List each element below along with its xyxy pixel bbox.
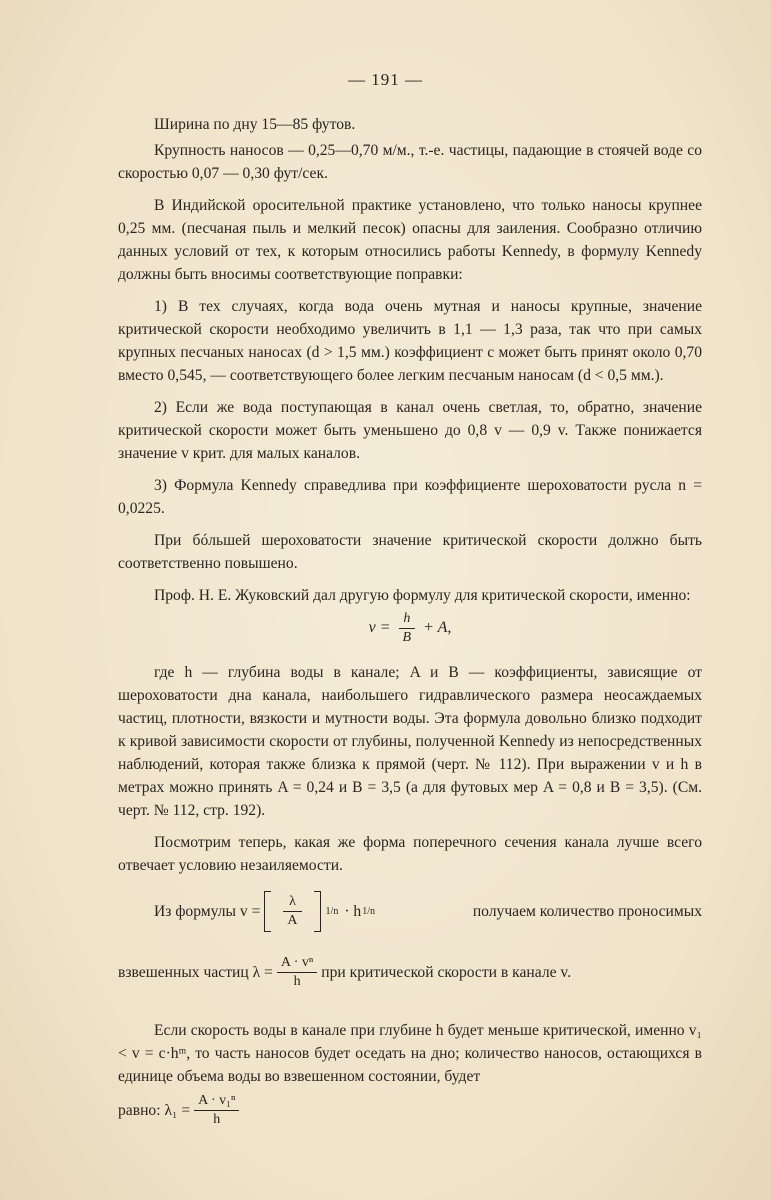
formula1-rhs: + A, bbox=[423, 619, 452, 637]
formula2-suffix: получаем количество проносимых bbox=[472, 903, 702, 920]
formula2-mid: · h bbox=[344, 903, 362, 920]
paragraph-4: 1) В тех случаях, когда вода очень мутная и наносы крупные, значение критической скорости необходимо увеличить в 1,1 — 1,3 раза, так что при самых крупных песчаных наносах (d > 1,5 мм.) коэффициент c может быть принят около 0,70 вместо 0,545, — соответствующего более легким песчаным наносам (d < 0,5 мм.). bbox=[118, 298, 702, 384]
formula2-exponent: 1/n bbox=[325, 906, 339, 917]
formula1-fraction bbox=[399, 610, 416, 647]
paragraph-5: 2) Если же вода поступающая в канал очень светлая, то, обратно, значение критической скорости может быть уменьшено до 0,8 v — 0,9 v. Также понижается значение v крит. для малых каналов. bbox=[118, 399, 702, 462]
formula-remaining bbox=[118, 1092, 702, 1129]
formula4-num: A · v₁ⁿ bbox=[194, 1092, 239, 1111]
formula2-fraction bbox=[283, 893, 301, 930]
paragraph-6: 3) Формула Kennedy справедлива при коэффициенте шероховатости русла n = 0,0225. bbox=[118, 477, 702, 517]
paragraph-11: Если скорость воды в канале при глубине h будет меньше критической, именно v₁ < v = c·hᵐ, то часть наносов будет оседать на дно; количество наносов, остающихся в единице объема воды во взвешенном состоянии, будет bbox=[118, 1022, 702, 1085]
formula2-prefix: Из формулы v = bbox=[154, 903, 261, 920]
paragraph-8: Проф. Н. Е. Жуковский дал другую формулу для критической скорости, именно: bbox=[154, 587, 691, 604]
formula3-prefix: взвешенных частиц λ = bbox=[118, 964, 273, 981]
paragraph-10: Посмотрим теперь, какая же форма поперечного сечения канала лучше всего отвечает условию незаиляемости. bbox=[118, 834, 702, 874]
formula4-den: h bbox=[213, 1112, 221, 1127]
paragraph-7: При бóльшей шероховатости значение критической скорости должно быть соответственно повышено. bbox=[118, 532, 702, 572]
body-text bbox=[118, 113, 702, 1129]
formula3-num: A · vⁿ bbox=[277, 954, 317, 973]
formula3-suffix: при критической скорости в канале v. bbox=[321, 964, 572, 981]
formula2-bracket bbox=[264, 891, 320, 932]
formula1-den: B bbox=[402, 630, 412, 645]
formula-zhukovsky bbox=[118, 610, 702, 647]
formula4-fraction bbox=[194, 1092, 239, 1129]
page-number: — 191 — bbox=[348, 70, 423, 89]
formula3-den: h bbox=[293, 974, 301, 989]
formula3-fraction bbox=[277, 954, 317, 991]
formula-suspended bbox=[118, 954, 702, 991]
paragraph-2: Крупность наносов — 0,25—0,70 м/м., т.-е. частицы, падающие в стоячей воде со скоростью 0,07 — 0,30 фут/сек. bbox=[118, 142, 702, 182]
formula1-lhs: v = bbox=[368, 619, 391, 637]
formula1-num: h bbox=[399, 610, 416, 629]
formula4-prefix: равно: λ₁ = bbox=[118, 1102, 191, 1119]
formula2-num: λ bbox=[283, 893, 301, 912]
formula-velocity bbox=[118, 891, 702, 932]
formula2-den: A bbox=[287, 913, 298, 928]
paragraph-1: Ширина по дну 15—85 футов. bbox=[154, 116, 356, 133]
formula2-exponent-2: 1/n bbox=[362, 906, 375, 917]
paragraph-9: где h — глубина воды в канале; A и B — коэффициенты, зависящие от шероховатости дна канала, наибольшего гидравлического размера неосаждаемых частиц, плотности, вязкости и мутности воды. Эта формула довольно близко подходит к кривой зависимости скорости от глубины, полученной Kennedy из непосредственных наблюдений, которая также близка к прямой (черт. № 112). При выражении v и h в метрах можно принять A = 0,24 и B = 3,5 (а для футовых мер A = 0,8 и B = 3,5). (См. черт. № 112, стр. 192). bbox=[118, 664, 702, 819]
paragraph-3: В Индийской оросительной практике установлено, что только наносы крупнее 0,25 мм. (песчаная пыль и мелкий песок) опасны для заиления. Сообразно отличию данных условий от тех, к которым относились работы Kennedy, в формулу Kennedy должны быть вносимы соответствующие поправки: bbox=[118, 197, 702, 283]
